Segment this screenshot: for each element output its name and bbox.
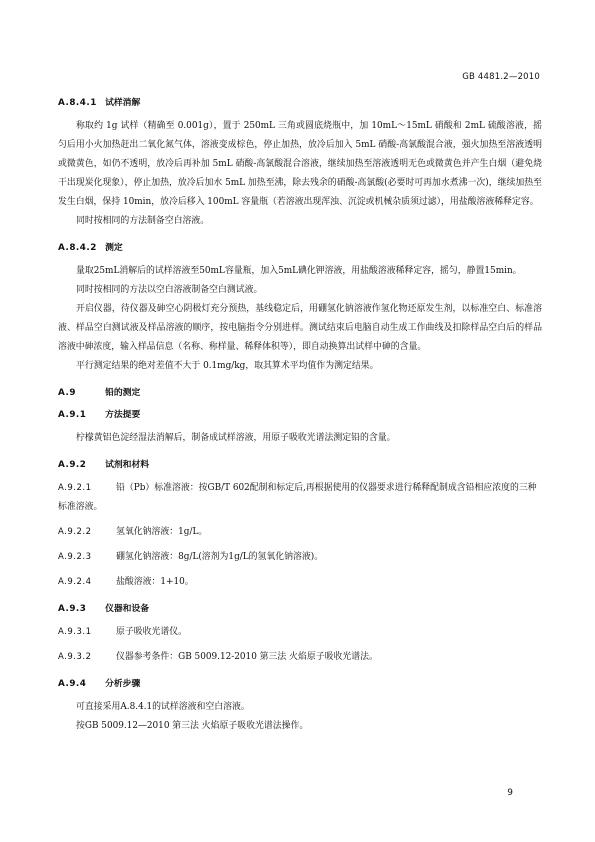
- section-heading-a9-1: [58, 407, 542, 420]
- item-number: A.9.2.2: [58, 527, 92, 537]
- section-number: A.9.3: [58, 604, 87, 614]
- page-number: 9: [507, 788, 513, 798]
- section-number: A.9.2: [58, 460, 87, 470]
- section-heading-a9-4: [58, 676, 542, 689]
- section-title: 方法提要: [105, 410, 141, 420]
- section-heading-a9-2: [58, 457, 542, 470]
- item-number: A.9.2.1: [58, 483, 92, 493]
- paragraph-measure-2: 同时按相同的方法以空白溶液制备空白测试液。: [76, 285, 263, 295]
- paragraph-analysis-1: 可直接采用A.8.4.1的试样溶液和空白溶液。: [76, 702, 250, 712]
- section-heading-a8-4-1: [58, 95, 542, 108]
- section-heading-a9-3: [58, 601, 542, 614]
- item-text: 仪器参考条件：GB 5009.12-2010 第三法 火焰原子吸收光谱法。: [116, 652, 378, 662]
- standard-code: GB 4481.2—2010: [462, 72, 540, 82]
- section-heading-a9: [58, 385, 542, 398]
- item-text: 原子吸收光谱仪。: [116, 627, 187, 637]
- section-number: A.9.4: [58, 679, 87, 689]
- section-heading-a8-4-2: [58, 240, 542, 253]
- section-title: 测定: [105, 243, 123, 253]
- section-number: A.9: [58, 388, 76, 398]
- section-number: A.8.4.1: [58, 98, 97, 108]
- section-title: 分析步骤: [105, 679, 141, 689]
- item-text: 盐酸溶液：1+10。: [116, 577, 194, 587]
- item-number: A.9.3.1: [58, 627, 92, 637]
- item-number: A.9.3.2: [58, 652, 92, 662]
- item-number: A.9.2.3: [58, 552, 92, 562]
- item-text: 铅（Pb）标准溶液：按GB/T 602配制和标定后,再根据使用的仪器要求进行稀释配制成含铅相应浓度的三种标准溶液。: [58, 483, 537, 512]
- item-a9-2-1: [58, 479, 542, 517]
- section-title: 试样消解: [105, 98, 141, 108]
- section-number: A.8.4.2: [58, 243, 97, 253]
- section-number: A.9.1: [58, 410, 87, 420]
- paragraph-measure-3: 开启仪器，待仪器及砷空心阴极灯充分预热，基线稳定后，用硼氢化钠溶液作氢化物还原发生剂，以标准空白、标准溶液、样品空白测试液及样品溶液的顺序，按电脑指令分别进样。测试结束后电脑自动生成工作曲线及扣除样品空白后的样品溶液中砷浓度，输入样品信息（名称、称样量、稀释体积等），即自动换算出试样中砷的含量。: [58, 304, 542, 352]
- page-content: [58, 86, 542, 736]
- paragraph-method-summary: 柠檬黄铝色淀经湿法消解后，制备成试样溶液，用原子吸收光谱法测定铅的含量。: [76, 433, 396, 443]
- section-title: 仪器和设备: [105, 604, 150, 614]
- section-title: 试剂和材料: [105, 460, 150, 470]
- item-a9-3-2: [58, 648, 542, 667]
- paragraph-measure-4: 平行测定结果的绝对差值不大于 0.1mg/kg，取其算术平均值作为测定结果。: [76, 361, 379, 371]
- item-number: A.9.2.4: [58, 577, 92, 587]
- item-text: 硼氢化钠溶液：8g/L(溶剂为1g/L的氢氧化钠溶液)。: [116, 552, 324, 562]
- item-a9-2-4: [58, 573, 542, 592]
- paragraph-digestion: 称取约 1g 试样（精确至 0.001g），置于 250mL 三角或圆底烧瓶中，加 10mL～15mL 硝酸和 2mL 硫酸溶液，摇匀后用小火加热赶出二氧化氮气体，溶液变成棕色，停止加热，放冷后加入 5mL 硝酸-高氯酸混合液，强火加热至溶液透明或微黄色，如仍不透明，放冷后再补加 5mL 硝酸-高氯酸混合溶液，继续加热至溶液透明无色或微黄色并产生白烟（避免烧干出现炭化现象），停止加热，放冷后加水 5mL 加热至沸，除去残余的硝酸-高氯酸(必要时可再加水煮沸一次)，继续加热至发生白烟，保持 10min，放冷后移入 100mL 容量瓶（若溶液出现浑浊、沉淀或机械杂质须过滤），用盐酸溶液稀释定容。: [58, 121, 542, 207]
- paragraph-blank-solution: 同时按相同的方法制备空白溶液。: [76, 216, 210, 226]
- paragraph-analysis-2: 按GB 5009.12—2010 第三法 火焰原子吸收光谱法操作。: [76, 721, 309, 731]
- item-text: 氢氧化钠溶液：1g/L。: [116, 527, 208, 537]
- item-a9-2-3: [58, 548, 542, 567]
- item-a9-3-1: [58, 623, 542, 642]
- paragraph-measure-1: 量取25mL消解后的试样溶液至50mL容量瓶，加入5mL碘化钾溶液，用盐酸溶液稀释定容，摇匀，静置15min。: [76, 266, 522, 276]
- item-a9-2-2: [58, 523, 542, 542]
- section-title: 铅的测定: [105, 388, 141, 398]
